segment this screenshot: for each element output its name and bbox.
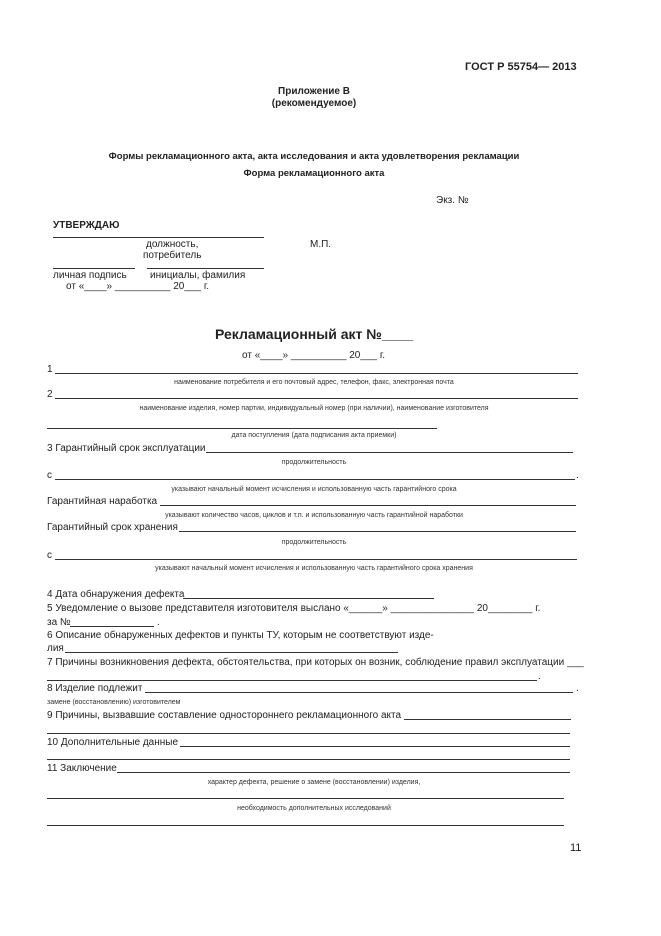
item-2-receipt-line [47,428,437,429]
storage-from-caption: указывают начальный момент исчисления и использованную часть гарантийного срока хранения [155,565,473,572]
item-3-from-line [55,479,575,480]
item-5-number-label: за № [47,617,71,628]
item-11-second-caption: необходимость дополнительных исследований [237,805,391,812]
consumer-caption: потребитель [143,250,202,261]
item-7-dot: . [538,671,541,682]
item-11-third-line [47,825,564,826]
item-11-label: 11 Заключение [47,763,117,774]
item-4-label: 4 Дата обнаружения дефекта [47,589,185,600]
item-3-from: с [47,470,52,481]
storage-caption: продолжительность [281,539,347,546]
act-date: от «____» __________ 20___ г. [242,350,386,361]
initials-line [147,268,264,269]
approve-label: УТВЕРЖДАЮ [53,220,120,231]
item-4-line [183,598,434,599]
item-3-line [206,452,573,453]
appendix-subtitle: (рекомендуемое) [271,98,357,109]
item-6-line [65,652,398,653]
storage-line [179,531,576,532]
storage-from-line [55,559,577,560]
act-title: Рекламационный акт №____ [214,326,414,342]
page-number: 11 [570,842,582,854]
item-2-number: 2 [47,389,53,400]
item-11-line [117,772,570,773]
item-2-line [55,398,578,399]
item-5-dot: . [157,617,160,628]
item-8-dot: . [576,683,579,694]
item-2-caption: наименование изделия, номер партии, индивидуальный номер (при наличии), наименование изготовителя [139,405,489,412]
item-6-cont-label: лия [47,643,64,654]
initials-caption: инициалы, фамилия [150,270,246,281]
signature-caption: личная подпись [53,270,127,281]
item-11-caption: характер дефекта, решение о замене (восстановлении) изделия, [207,779,421,786]
item-11-second-line [47,798,564,799]
storage-from: с [47,550,52,561]
position-line [53,237,264,238]
item-7-label: 7 Причины возникновения дефекта, обстоятельства, при которых он возник, соблюдение правил эксплуатации ___ [47,657,584,668]
item-9-extra-line [47,733,570,734]
item-1-number: 1 [47,364,53,375]
item-10-extra-line [47,759,570,760]
item-5-label: 5 Уведомление о вызове представителя изготовителя выслано «______» _______________ 20________ г. [47,603,541,614]
signature-line [53,268,135,269]
run-label: Гарантийная наработка [47,496,158,507]
run-caption: указывают количество часов, циклов и т.п. и использованную часть гарантийной наработки [165,512,463,519]
form-title: Форма рекламационного акта [243,168,385,179]
standard-number: ГОСТ Р 55754— 2013 [465,61,577,73]
item-3-from-caption: указывают начальный момент исчисления и использованную часть гарантийного срока [171,486,457,493]
appendix-title: Приложение В [278,86,350,97]
item-9-line [404,719,571,720]
item-1-caption: наименование потребителя и его почтовый адрес, телефон, факс, электронная почта [174,379,454,386]
item-8-label: 8 Изделие подлежит [47,683,143,694]
item-10-line [180,746,570,747]
item-5-number-line [70,626,154,627]
item-2-receipt-caption: дата поступления (дата подписания акта приемки) [231,432,397,439]
item-1-line [55,373,578,374]
storage-label: Гарантийный срок хранения [47,522,178,533]
stamp-label: М.П. [310,239,332,250]
item-8-line [145,692,573,693]
item-3-dot: . [576,470,579,481]
position-caption: должность, [146,239,199,250]
item-6-label: 6 Описание обнаруженных дефектов и пункты ТУ, которым не соответствуют изде- [47,630,434,641]
run-line [160,505,576,506]
item-3-label: 3 Гарантийный срок эксплуатации [47,443,206,454]
copy-number-label: Экз. № [436,195,469,206]
item-3-caption: продолжительность [281,459,347,466]
item-9-label: 9 Причины, вызвавшие составление одностороннего рекламационного акта [47,710,402,721]
item-8-caption: замене (восстановлению) изготовителем [47,699,181,706]
item-7-line [47,680,537,681]
item-10-label: 10 Дополнительные данные [47,737,179,748]
forms-title: Формы рекламационного акта, акта исследования и акта удовлетворения рекламации [108,151,520,162]
approve-date: от «____» __________ 20___ г. [66,281,210,292]
